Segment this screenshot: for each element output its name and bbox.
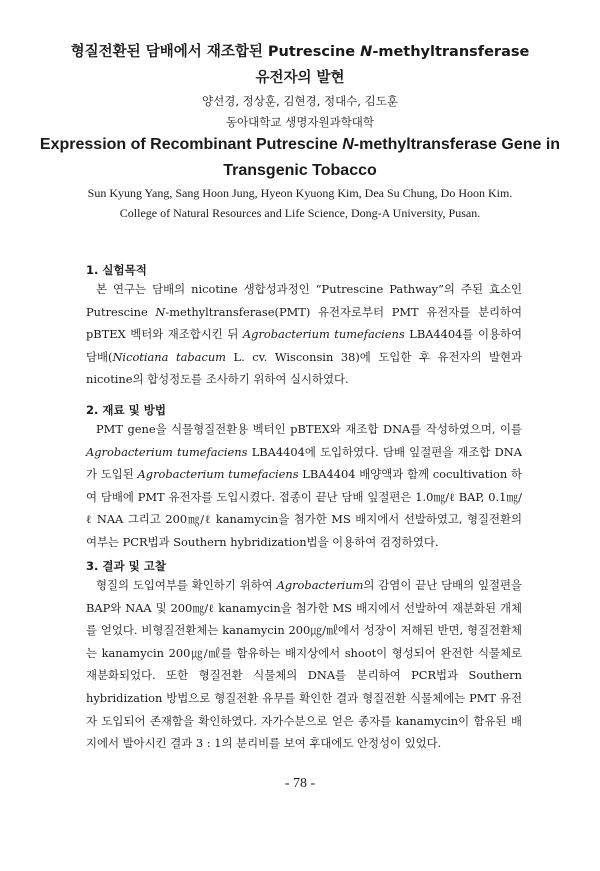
paragraph-methods: PMT gene을 식물형질전환용 벡터인 pBTEX와 재조합 DNA를 작성하였으며, 이를 Agrobacterium tumefaciens LBA4404에 도입하였다. 담배 잎절편을 재조합 DNA가 도입된 Agrobacterium tumefaciens LBA4404 배양액과 함께 cocultivation 하여 담배에 PMT 유전자를 도입시켰다. 접종이 끝난 담배 잎절편은 1.0㎎/ℓ BAP, 0.1㎎/ℓ NAA 그리고 200㎎/ℓ kanamycin을 첨가한 MS 배지에서 선발하였고, 형질전환의 여부는 PCR법과 Southern hybridization법을 이용하여 검정하였다.: [86, 422, 522, 549]
section-body-results: [86, 574, 522, 755]
english-affiliation: College of Natural Resources and Life Science, Dong-A University, Pusan.: [119, 206, 481, 220]
korean-authors: 양선경, 정상훈, 김현경, 정대수, 김도훈: [202, 94, 398, 108]
english-authors: Sun Kyung Yang, Sang Hoon Jung, Hyeon Kyuong Kim, Dea Su Chung, Do Hoon Kim.: [87, 186, 513, 200]
section-body-objective: [86, 278, 522, 391]
section-body-methods: [86, 418, 522, 554]
paragraph-results: 형질의 도입여부를 확인하기 위하여 Agrobacterium의 감염이 끝난 담배의 잎절편을 BAP와 NAA 및 200㎎/ℓ kanamycin을 첨가한 MS 배지에서 선발하여 재분화된 개체를 얻었다. 비형질전환체는 kanamycin 200㎍/㎖에서 성장이 저해된 반면, 형질전환체는 kanamycin 200㎍/㎖를 함유하는 배지상에서 shoot이 형성되어 완전한 식물체로 재분화되었다. 또한 형질전환 식물체의 DNA를 분리하여 PCR법과 Southern hybridization 방법으로 형질전환 유무를 확인한 결과 형질전환 식물체에는 PMT 유전자 도입되어 존재함을 확인하였다. 자가수분으로 얻은 종자를 kanamycin이 함유된 배지에서 발아시킨 결과 3 : 1의 분리비를 보여 후대에도 안정성이 있었다.: [86, 578, 522, 751]
english-title-line-1: Expression of Recombinant Putrescine N-methyltransferase Gene in: [39, 136, 561, 153]
korean-title-line-2: [0, 66, 600, 87]
english-title-line-2: Transgenic Tobacco: [223, 162, 377, 179]
section-heading-methods: 2. 재료 및 방법: [86, 403, 166, 417]
korean-title-text-1: 형질전환된 담배에서 재조합된 Putrescine N-methyltransferase: [70, 44, 530, 60]
section-heading-results: 3. 결과 및 고찰: [86, 559, 166, 573]
korean-title-text-2: 유전자의 발현: [255, 70, 345, 86]
page-number: - 78 -: [284, 776, 316, 791]
paragraph-objective: 본 연구는 담배의 nicotine 생합성과정인 “Putrescine Pathway”의 주된 효소인 Putrescine N-methyltransferase(PMT) 유전자로부터 PMT 유전자를 분리하여 pBTEX 벡터와 재조합시킨 뒤 Agrobacterium tumefaciens LBA4404를 이용하여 담배(Nicotiana tabacum L. cv. Wisconsin 38)에 도입한 후 유전자의 발현과 nicotine의 합성정도를 조사하기 위하여 실시하였다.: [86, 282, 523, 387]
korean-affiliation: 동아대학교 생명자원과학대학: [225, 115, 375, 129]
section-heading-objective: 1. 실험목적: [86, 263, 147, 277]
korean-title-line-1: [0, 40, 600, 61]
